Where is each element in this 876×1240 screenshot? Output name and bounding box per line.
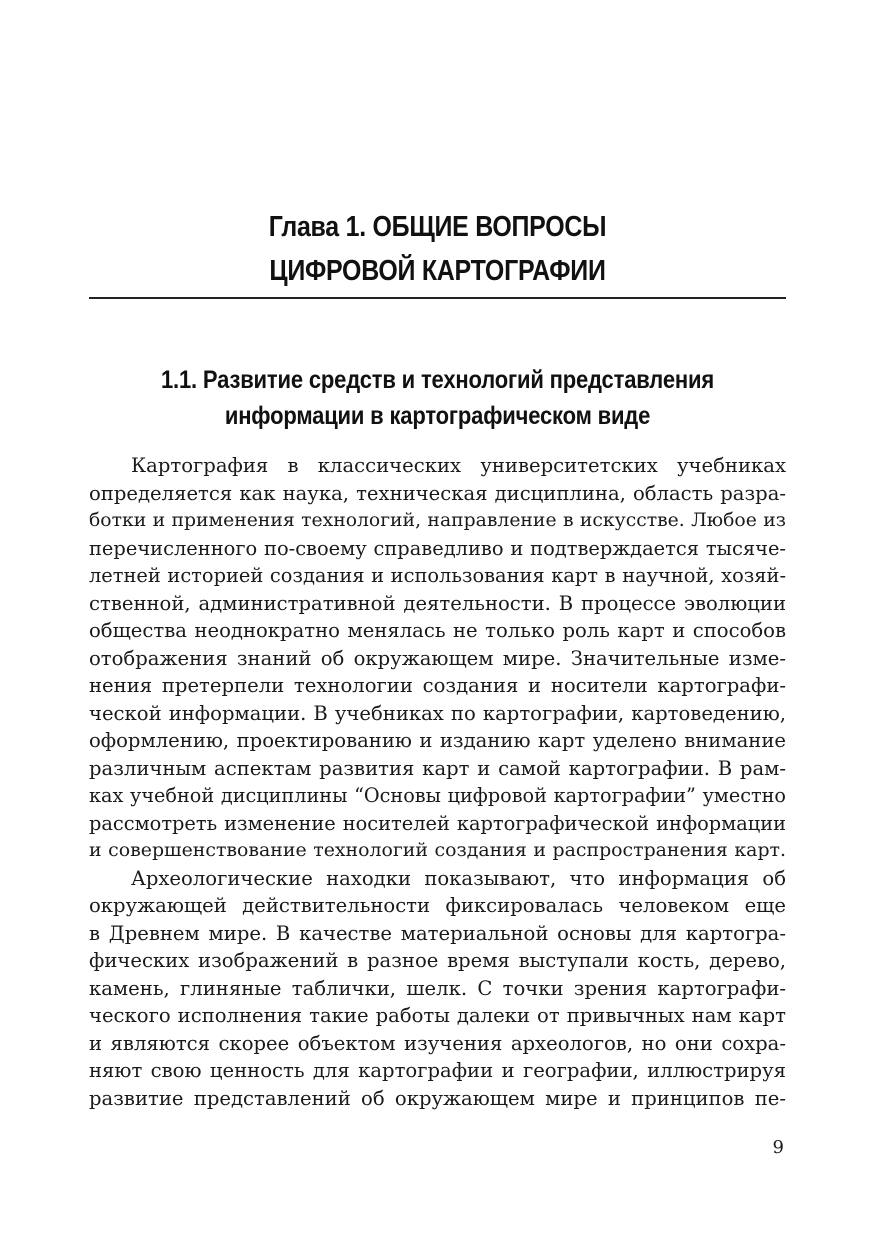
paragraph-line: перечисленного по-своему справедливо и подтверждается тысяче-: [89, 536, 786, 560]
section-title-line-2: информации в картографическом виде: [224, 402, 651, 430]
paragraph-line: оформлению, проектированию и изданию карт уделено внимание: [89, 729, 786, 752]
paragraph-line: фических изображений в разное время выступали кость, дерево,: [89, 949, 786, 972]
paragraph-line: различным аспектам развития карт и самой картографии. В рам-: [89, 756, 786, 780]
paragraph-line: и являются скорее объектом изучения археологов, но они сохра-: [89, 1031, 786, 1055]
section-title: [131, 362, 744, 434]
chapter-title-line-1: Глава 1. ОБЩИЕ ВОПРОСЫ: [268, 211, 607, 243]
paragraph-line: нения претерпели технологии создания и носители картографи-: [89, 674, 786, 697]
section-title-line-1: 1.1. Развитие средств и технологий представления: [160, 366, 715, 394]
paragraph-line: определяется как наука, техническая дисциплина, область разра-: [89, 481, 786, 505]
paragraph-line: камень, глиняные таблички, шелк. С точки зрения картографи-: [89, 976, 786, 1000]
paragraph-line: ческого исполнения такие работы далеки от привычных нам карт: [89, 1004, 786, 1027]
paragraph-line: няют свою ценность для картографии и географии, иллюстрируя: [89, 1059, 786, 1082]
paragraph-line: общества неоднократно менялась не только роль карт и способов: [89, 619, 786, 642]
paragraph-line: в Древнем мире. В качестве материальной основы для картогра-: [89, 921, 786, 945]
paragraph-line: ботки и применения технологий, направление в искусстве. Любое из: [89, 510, 786, 531]
paragraph-1: [89, 452, 786, 865]
chapter-title: [138, 205, 737, 293]
paragraph-line: окружающей действительности фиксировалась человеком еще: [89, 894, 786, 917]
paragraph-line: Археологические находки показывают, что информация об: [131, 866, 786, 890]
chapter-divider: [89, 297, 786, 299]
paragraph-line: ках учебной дисциплины “Основы цифровой картографии” уместно: [89, 784, 786, 807]
paragraph-line: Картография в классических университетских учебниках: [131, 454, 786, 477]
chapter-title-line-2: ЦИФРОВОЙ КАРТОГРАФИИ: [269, 255, 606, 287]
paragraph-line: рассмотреть изменение носителей картографической информации: [89, 811, 786, 835]
paragraph-line: ственной, административной деятельности. В процессе эволюции: [89, 591, 786, 615]
page-number: 9: [772, 1137, 784, 1158]
paragraph-2: [89, 865, 786, 1113]
body-text: [89, 452, 786, 1112]
paragraph-line: развитие представлений об окружающем мире и принципов пе-: [89, 1086, 786, 1110]
paragraph-line: ческой информации. В учебниках по картографии, картоведению,: [89, 701, 786, 725]
paragraph-line: и совершенствование технологий создания и распространения карт.: [89, 839, 786, 861]
paragraph-line: отображения знаний об окружающем мире. Значительные изме-: [89, 646, 786, 670]
paragraph-line: летней историей создания и использования карт в научной, хозяй-: [89, 564, 786, 587]
